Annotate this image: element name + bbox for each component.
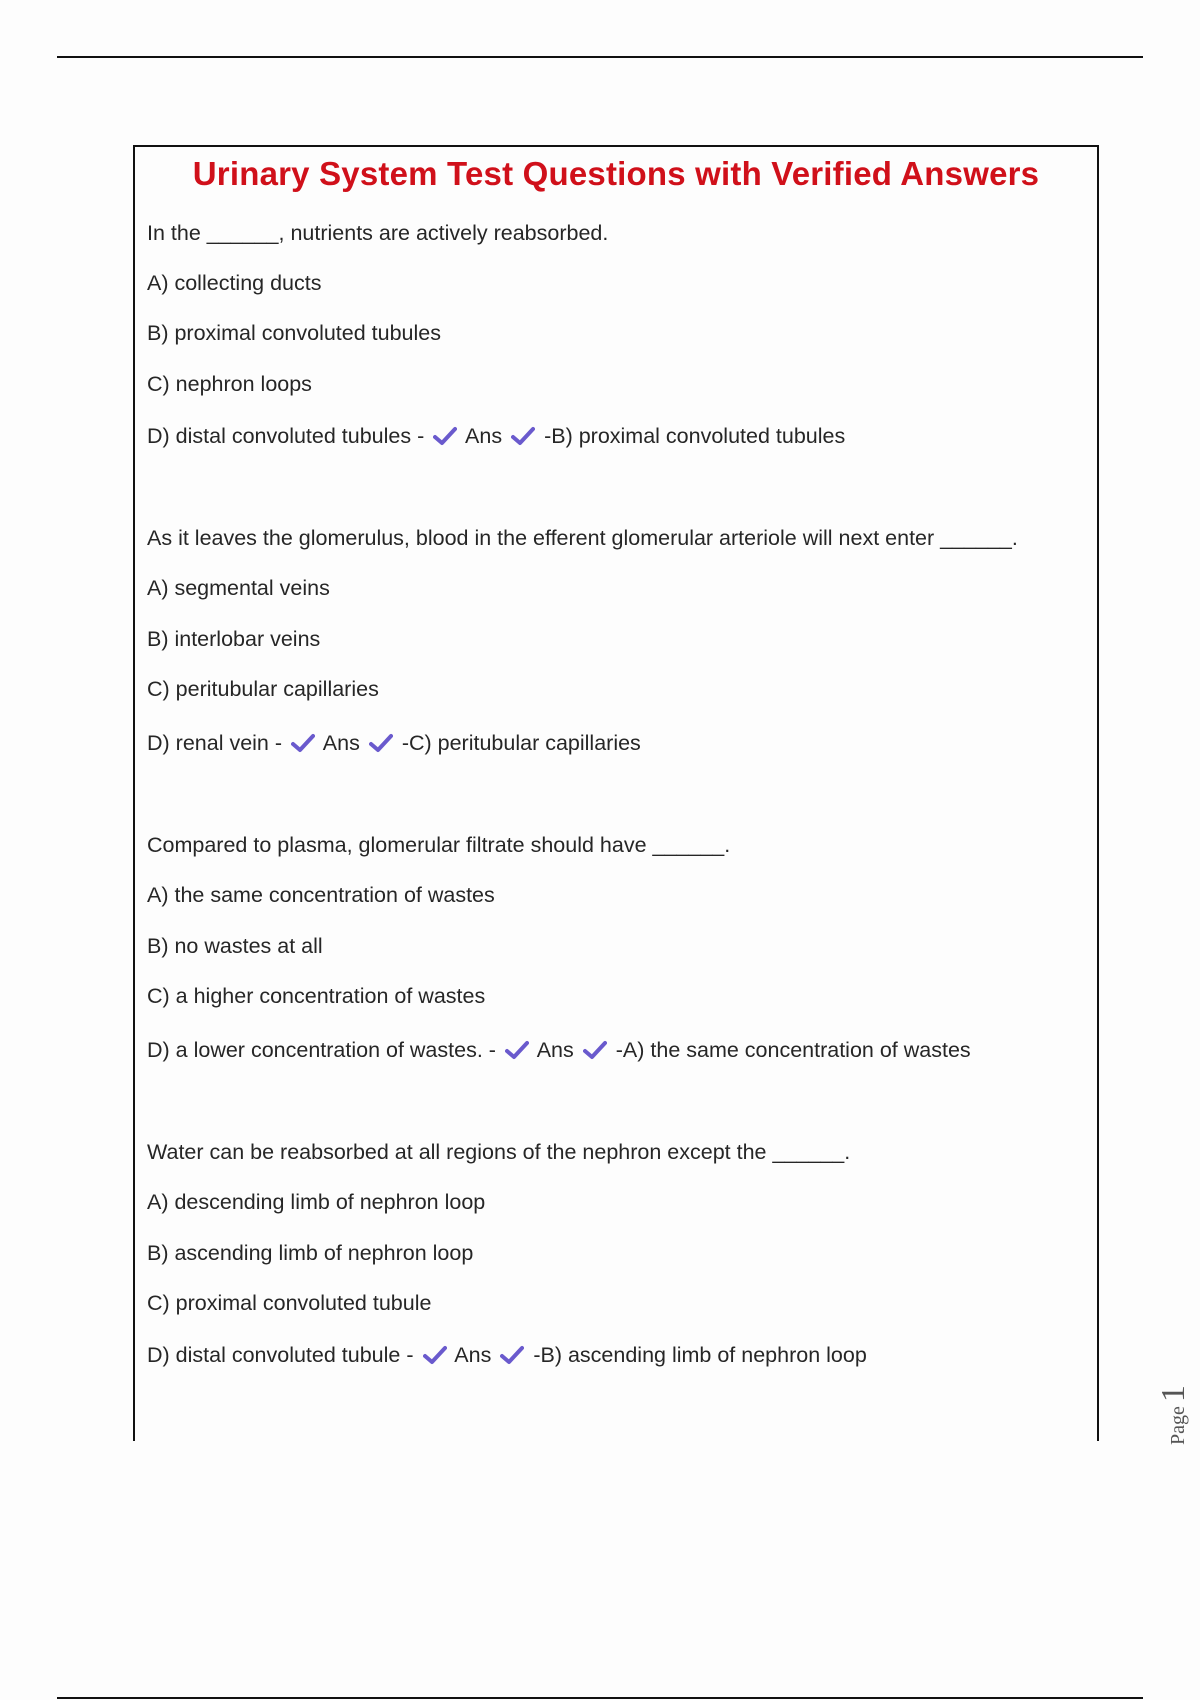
question-2-option-d: D) renal vein -	[147, 731, 283, 755]
content-frame	[133, 145, 1099, 1441]
question-3-option-a: A) the same concentration of wastes	[147, 883, 495, 907]
question-1-option-b: B) proximal convoluted tubules	[147, 321, 441, 345]
question-3-answer: -A) the same concentration of wastes	[615, 1038, 971, 1062]
checkmark-icon	[500, 1345, 524, 1365]
checkmark-icon	[423, 1345, 447, 1365]
header-rule	[57, 56, 1143, 58]
page-number-value: 1	[1155, 1385, 1192, 1403]
question-3-option-c: C) a higher concentration of wastes	[147, 984, 486, 1008]
question-2-option-d-row	[147, 730, 641, 756]
question-4-option-a: A) descending limb of nephron loop	[147, 1190, 486, 1214]
answer-label: Ans	[322, 731, 360, 755]
question-1-stem: In the ______, nutrients are actively reabsorbed.	[147, 221, 609, 245]
question-1-answer: -B) proximal convoluted tubules	[544, 424, 846, 448]
page-number	[1155, 1385, 1193, 1445]
question-4-option-b: B) ascending limb of nephron loop	[147, 1241, 474, 1265]
checkmark-icon	[369, 733, 393, 753]
question-4-stem: Water can be reabsorbed at all regions of the nephron except the ______.	[147, 1140, 851, 1164]
question-2-stem: As it leaves the glomerulus, blood in the efferent glomerular arteriole will next enter ______.	[147, 526, 1018, 550]
question-4-option-d-row	[147, 1342, 867, 1368]
answer-label: Ans	[536, 1038, 574, 1062]
question-1-option-c: C) nephron loops	[147, 372, 312, 396]
document-title: Urinary System Test Questions with Verified Answers	[192, 155, 1040, 192]
question-3-option-d: D) a lower concentration of wastes. -	[147, 1038, 496, 1062]
question-4-answer: -B) ascending limb of nephron loop	[533, 1343, 867, 1367]
checkmark-icon	[511, 426, 535, 446]
checkmark-icon	[433, 426, 457, 446]
answer-label: Ans	[465, 424, 503, 448]
question-3-option-d-row	[147, 1037, 971, 1063]
question-1-option-d: D) distal convoluted tubules -	[147, 424, 425, 448]
question-1-option-d-row	[147, 423, 845, 449]
page-word: Page	[1167, 1406, 1189, 1445]
question-1-option-a: A) collecting ducts	[147, 271, 322, 295]
question-2-option-a: A) segmental veins	[147, 576, 330, 600]
answer-label: Ans	[454, 1343, 492, 1367]
question-2-option-b: B) interlobar veins	[147, 627, 321, 651]
footer-rule	[57, 1697, 1143, 1699]
question-2-answer: -C) peritubular capillaries	[401, 731, 641, 755]
checkmark-icon	[583, 1040, 607, 1060]
question-3-stem: Compared to plasma, glomerular filtrate should have ______.	[147, 833, 731, 857]
question-4-option-c: C) proximal convoluted tubule	[147, 1291, 432, 1315]
question-4-option-d: D) distal convoluted tubule -	[147, 1343, 414, 1367]
checkmark-icon	[291, 733, 315, 753]
question-3-option-b: B) no wastes at all	[147, 934, 323, 958]
question-2-option-c: C) peritubular capillaries	[147, 677, 379, 701]
checkmark-icon	[505, 1040, 529, 1060]
